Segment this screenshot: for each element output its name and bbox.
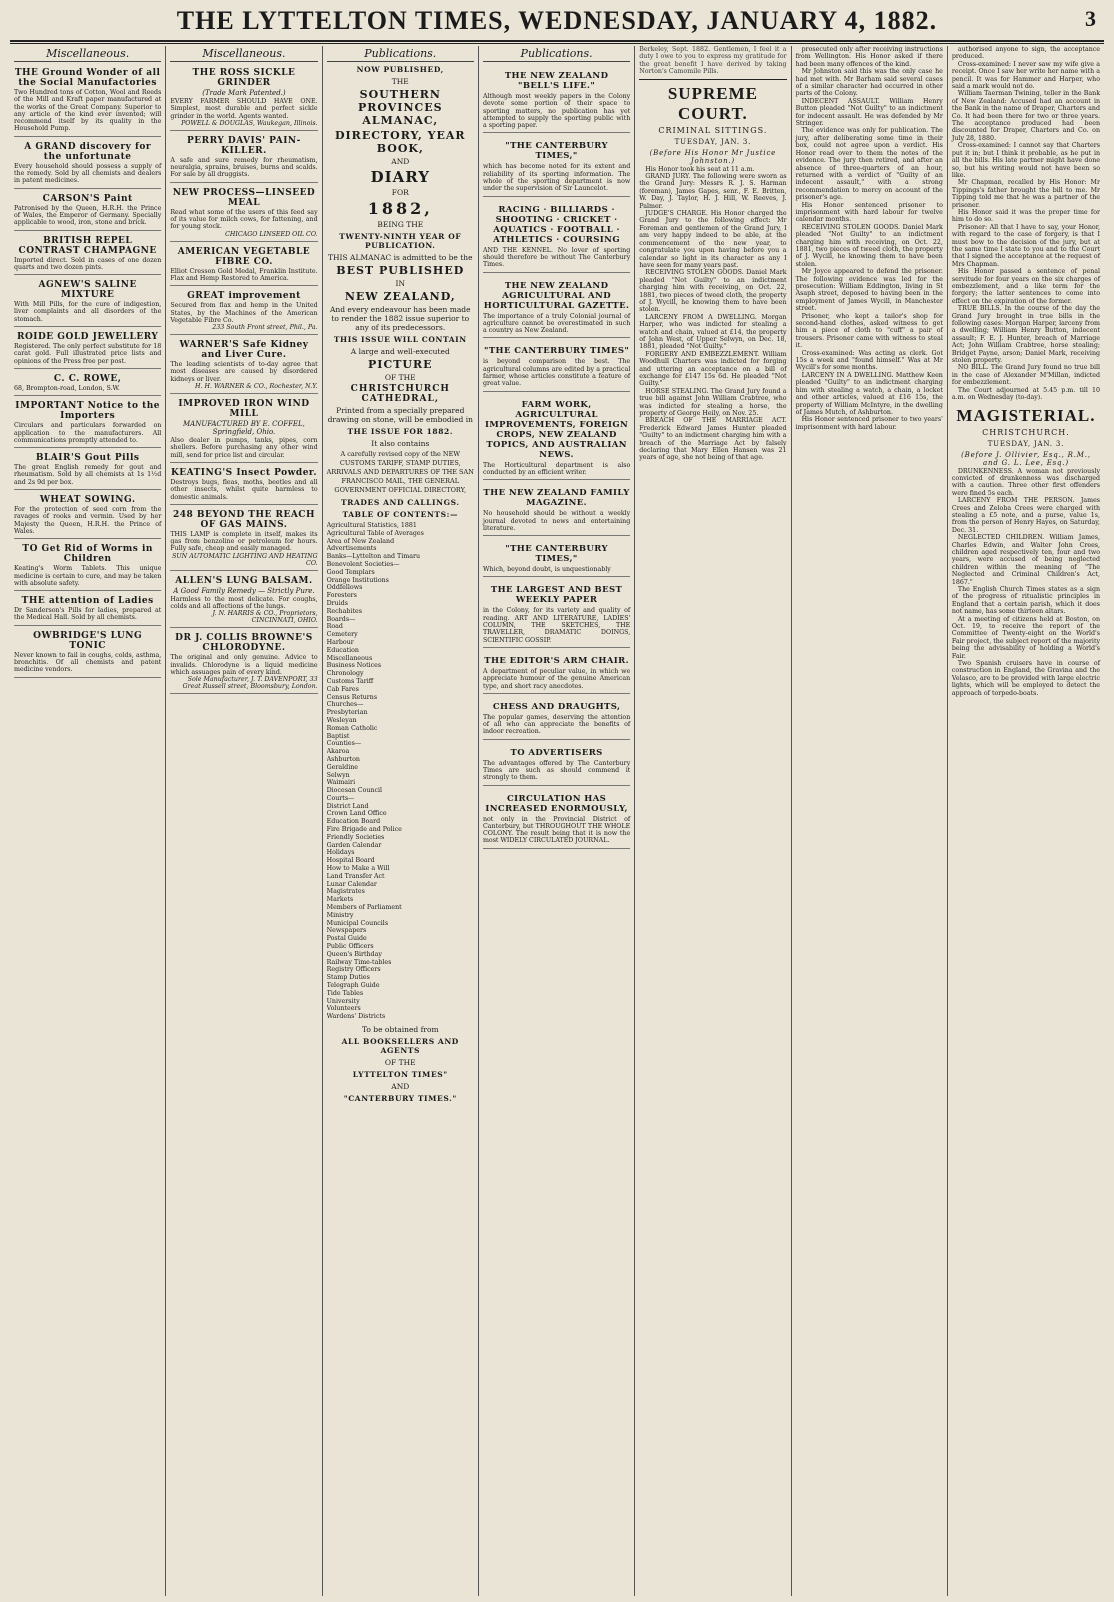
almanac-large: A large and well-executed [350, 347, 450, 356]
criminal-sittings: CRIMINAL SITTINGS. [658, 125, 768, 135]
advert-text: Elliot Cresson Gold Medal, Franklin Institute. Flax and Hemp Restored to America. [170, 267, 318, 282]
advert-text: Dr Sanderson's Pills for ladies, prepared at the Medical Hall. Sold by all chemists. [14, 607, 162, 622]
advert-text: A safe and sure remedy for rheumatism, neuralgia, sprains, bruises, burns and scalds. For sale by all druggists. [170, 156, 318, 179]
advertisement [14, 191, 161, 231]
toc-entry: Counties— [326, 740, 362, 748]
publication-text: The importance of a truly Colonial journal of agriculture cannot be overestimated in such a country as New Zealand. [482, 312, 631, 335]
report-paragraph: BREACH OF THE MARRIAGE ACT. Frederick Edward James Hunter pleaded "Guilty" to an indictment charging him with a breach of the Marriage Act by falsely declaring that Mary Ellen Hansen was 21 years of age, she not being of that age. [639, 417, 787, 462]
advertisement [14, 371, 161, 396]
toc-entry: Rechabites [326, 607, 362, 615]
publication-item [483, 482, 630, 536]
report-paragraph: His Honor said it was the proper time for him to do so. [951, 208, 1101, 224]
toc-entry: Advertisements [326, 545, 377, 553]
top-rule [10, 40, 1104, 42]
advert-text: Destroys bugs, fleas, moths, beetles and all other insects, whilst quite harmless to domestic animals. [170, 478, 318, 501]
advert-title: GREAT improvement [187, 291, 301, 302]
toc-entry: How to Make a Will [326, 865, 390, 873]
almanac-printed: Printed from a specially prepared drawing on stone, will be embodied in [327, 406, 473, 424]
toc-entry: Postal Guide [326, 935, 367, 943]
report-paragraph: NEGLECTED CHILDREN. William James, Charles Edwin, and Walter John Crees, children aged respectively ten, four and two years, were accused of being neglected children within the meaning of "The Neglected and Criminal Children's Act, 1867." [951, 534, 1101, 586]
advert-text: 68, Brompton-road, London, S.W. [14, 384, 120, 392]
publication-text: The Horticultural department is also conducted by an efficient writer. [482, 461, 631, 476]
columns [10, 46, 1104, 1596]
column-4-publications [479, 46, 635, 1596]
magisterial-date: TUESDAY, JAN. 3. [987, 439, 1065, 448]
toc-entry: Miscellaneous [326, 654, 373, 662]
advertisement [14, 628, 161, 678]
publication-item [483, 650, 630, 694]
toc-entry: Ministry [326, 911, 354, 919]
almanac-lyttelton-times: LYTTELTON TIMES" [352, 1070, 448, 1079]
advert-subtitle: (Trade Mark Patented.) [202, 89, 286, 97]
advert-text: Harmless to the most delicate. For coughs, colds and all affections of the lungs. [170, 595, 318, 611]
toc-entry: Good Templars [326, 568, 375, 576]
advert-title: NEW PROCESS—LINSEED MEAL [172, 187, 316, 208]
report-paragraph: The evidence was only for publication. The jury, after deliberating some time in their box, could not agree upon a verdict. His Honor read over to them the notes of the evidence. The jury then retired, and after an absence of three-quarters of an hour, returned with a verdict of "Guilty of an indecent assault," with a strong recommendation to mercy on account of the prisoner's age. [795, 127, 943, 202]
advert-subtitle: MANUFACTURED BY E. COFFEL, Springfield, Ohio. [183, 420, 305, 437]
court-report-continued [796, 46, 943, 431]
report-paragraph: JUDGE'S CHARGE. His Honor charged the Grand Jury to the following effect: Mr Foreman and gentlemen of the Grand Jury, I am very happy indeed to be able, at the commencement of the new year, to congratulate you upon having before you a calendar so light in its character as any I have seen for many years past. [639, 210, 787, 269]
almanac-admitted: THIS ALMANAC is admitted to be the [328, 253, 473, 262]
report-paragraph: Cross-examined: Was acting as clerk. Got 15s a week and "found himself." Was at Mr Wycill's for some months. [795, 349, 943, 372]
toc-entry: Churches— [326, 701, 364, 709]
toc-entry: Wardens' Districts [326, 1013, 386, 1021]
report-paragraph: LARCENY FROM THE PERSON. James Crees and Zeloba Crees were charged with stealing a £5 note, and a purse, value 1s, from the person of Henry Hayes, on Saturday, Dec. 31. [951, 497, 1101, 534]
advert-title: ROIDE GOLD JEWELLERY [16, 332, 159, 343]
report-paragraph: FORGERY AND EMBEZZLEMENT. William Woodhull Charters was indicted for forging and uttering an acceptance on a bill of exchange for £147 15s 6d. He pleaded "Not Guilty." [639, 350, 787, 388]
advert-signature: POWELL & DOUGLAS, Waukegan, Illinois. [181, 119, 318, 127]
publication-text: Although most weekly papers in the Colony devote some portion of their space to sporting matters, no publication has yet attempted to supply the sporting public with a sporting paper. [482, 93, 631, 130]
column-3-almanac [323, 46, 479, 1596]
advert-title: DR J. COLLIS BROWNE'S CHLORODYNE. [175, 633, 313, 654]
magisterial-report [952, 468, 1100, 698]
toc-entry: Presbyterian [326, 709, 368, 717]
advert-title: C. C. ROWE, [53, 373, 122, 384]
report-paragraph: Mr Chapman, recalled by His Honor: Mr Tippings's father brought the bill to me. Mr Tipping told me that he was a partner of the prisoner. [951, 179, 1101, 209]
almanac-issue-will: THIS ISSUE WILL CONTAIN [333, 335, 467, 344]
advert-signature: J. N. HARRIS & CO., Proprietors, CINCINNATI, OHIO. [212, 610, 318, 625]
advertisement [170, 465, 317, 505]
publication-title: RACING · BILLIARDS · SHOOTING · CRICKET · AQUATICS · FOOTBALL · ATHLETICS · COURSING [493, 204, 620, 245]
publication-title: THE LARGEST AND BEST WEEKLY PAPER [490, 585, 623, 606]
almanac-being: BEING THE [377, 220, 424, 229]
almanac-the: THE [391, 77, 409, 86]
toc-entry: Hospital Board [326, 857, 375, 865]
testimonial-text: Berkeley, Sept. 1882. Gentlemen, I feel it a duty I owe to you to express my gratitude for the great benefit I have derived by taking Norton's Camomile Pills. [639, 46, 787, 76]
toc-entry: Benevolent Societies— [326, 560, 400, 568]
column-7-magisterial [948, 46, 1104, 1596]
advert-title: THE attention of Ladies [21, 596, 154, 607]
advertisement [170, 65, 317, 131]
toc-entry: Akaroa [326, 748, 350, 756]
toc-entry: Druids [326, 599, 349, 607]
report-paragraph: LARCENY IN A DWELLING. Matthew Keen pleaded "Guilty" to an indictment charging him with stealing a watch, a chain, a locket and other articles, valued at £16 15s, the property of William McIntyre, in the dwelling of James Mutch, of Ashburton. [795, 371, 943, 416]
report-paragraph: DRUNKENNESS. A woman not previously convicted of drunkenness was discharged with a caution. Three other first offenders were fined 5s each. [951, 467, 1101, 497]
toc-entry: Tide Tables [326, 989, 364, 997]
table-of-contents [327, 522, 474, 1021]
report-paragraph: RECEIVING STOLEN GOODS. Daniel Mark pleaded "Not Guilty" to an indictment charging him with receiving, on Oct. 22, 1881, two pieces of tweed cloth, the property of J. Wycill, he knowing them to have been stolen. [795, 223, 943, 268]
toc-entry: Banks—Lyttelton and Timaru [326, 553, 421, 561]
publication-item [483, 538, 630, 577]
advertisement [14, 593, 161, 626]
advert-title: AGNEW'S SALINE MIXTURE [38, 280, 137, 301]
publication-title: "THE CANTERBURY TIMES," [505, 141, 608, 162]
advert-text: Read what some of the users of this feed say of its value for milch cows, for fattening, and for young stock. [170, 208, 318, 231]
publication-text: in the Colony, for its variety and quality of reading. ART AND LITERATURE, LADIES' COLUMN, THE SKETCHES, THE TRAVELLER, DRAMATIC DOINGS, SCIENTIFIC GOSSIP. [482, 607, 631, 644]
advert-title: WHEAT SOWING. [39, 495, 136, 506]
report-paragraph: Mr Johnston said this was the only case he had met with. Mr Barham said several cases of a similar character had occurred in other parts of the Colony. [795, 68, 943, 98]
advert-text: THIS LAMP is complete in itself, makes its gas from benzoline or petroleum for hours. Fully safe, cheap and easily managed. [170, 530, 318, 553]
advert-title: IMPORTANT Notice to the Importers [15, 401, 161, 422]
publication-title: TO ADVERTISERS [510, 747, 603, 758]
toc-entry: Area of New Zealand [326, 537, 395, 545]
almanac-picture: PICTURE [368, 358, 433, 371]
publication-title: "THE CANTERBURY TIMES" [483, 346, 630, 357]
toc-entry: University [326, 997, 360, 1005]
almanac-effort: And every endeavour has been made to render the 1882 issue superior to any of its predecessors. [330, 305, 471, 332]
supreme-court-heading: SUPREME COURT. [667, 83, 758, 123]
report-paragraph: GRAND JURY. The following were sworn as the Grand Jury: Messrs R. J. S. Harman (foreman), James Gapes, senr., F. E. Britten, W. Day, J. Taylor, H. J. Hill, W. Reeves, J. Palmer. [639, 173, 787, 210]
toc-entry: Stamp Duties [326, 974, 370, 982]
almanac-and-2: AND [391, 1082, 410, 1091]
publication-item [483, 788, 630, 849]
toc-entry: Selwyn [326, 771, 350, 779]
advertisement [170, 507, 317, 571]
report-paragraph: TRUE BILLS. In the course of the day the Grand Jury brought in true bills in the following cases: Morgan Harper, larceny from a dwelling; William Henry Button, indecent assault; F. E. J. Hunter, breach of Marriage Act; John William Crabtree, horse stealing; Bridget Payne, arson; Daniel Mark, receiving stolen property. [951, 305, 1101, 365]
advertisement [14, 450, 161, 490]
report-paragraph: Prisoner, who kept a tailor's shop for second-hand clothes, asked witness to get him a piece of cloth to "cuff" a pair of trousers. Prisoner came with witness to steal it. [795, 312, 943, 350]
section-header: Miscellaneous. [14, 46, 161, 62]
publication-text: which has become noted for its extent and reliability of its sporting information. The whole of the sporting department is now under the supervision of Sir Launcelot. [482, 163, 631, 193]
advert-text: Patronised by the Queen, H.R.H. the Prince of Wales, the Emperor of Germany. Specially applicable to wood, iron, stone and brick. [14, 204, 162, 227]
publication-title: FARM WORK, AGRICULTURAL IMPROVEMENTS, FOREIGN CROPS, NEW ZEALAND TOPICS, AND AUSTRALIAN NEWS. [484, 399, 629, 460]
toc-entry: Business Notices [326, 662, 382, 670]
toc-entry: Waimairi [326, 779, 356, 787]
advert-text: Circulars and particulars forwarded on application to the manufacturers. All communications promptly attended to. [14, 422, 162, 444]
masthead [0, 4, 1114, 40]
almanac-contains: It also contains [371, 439, 430, 448]
advert-signature: Sole Manufacturer, J. T. DAVENPORT, 33 Great Russell street, Bloomsbury, London. [182, 676, 318, 691]
toc-entry: Road [326, 623, 343, 631]
section-header: Publications. [483, 46, 630, 62]
advertisement [170, 244, 317, 287]
toc-entry: Orange Institutions [326, 576, 389, 584]
advert-list [170, 65, 317, 694]
column-2-miscellaneous [166, 46, 322, 1596]
report-paragraph: Two Spanish cruisers have in course of construction in England, the Gravina and the Velasco, are to be provided with large electric lights, which will be employed to detect the approach of torpedo-boats. [951, 660, 1101, 697]
almanac-canterbury-times: "CANTERBURY TIMES." [343, 1094, 457, 1103]
toc-entry: Newspapers [326, 927, 367, 935]
advertisement [170, 630, 317, 694]
publication-text: Which, beyond doubt, is unquestionably [482, 566, 611, 574]
advert-text: Imported direct. Sold in cases of one dozen quarts and two dozen pints. [14, 256, 162, 271]
advert-title: BLAIR'S Gout Pills [35, 453, 140, 464]
report-paragraph: authorised anyone to sign, the acceptance produced. [951, 46, 1101, 61]
advert-text: Keating's Worm Tablets. This unique medicine is certain to cure, and may be taken with absolute safety. [14, 565, 162, 587]
publication-item [483, 579, 630, 647]
advertisement [170, 573, 317, 629]
toc-entry: Chronology [326, 670, 364, 678]
advertisement [170, 288, 317, 335]
almanac-year: 1882, [367, 199, 433, 218]
report-paragraph: At a meeting of citizens held at Boston, on Oct. 19, to receive the report of the Committee of Twenty-eight on the World's Fair project, the subject report of the majority being the advisability of holding a World's Fair. [951, 615, 1101, 660]
toc-entry: Agricultural Table of Averages [326, 529, 424, 537]
toc-entry: Crown Land Office [326, 810, 387, 818]
toc-entry: Wesleyan [326, 716, 357, 724]
toc-entry: Ashburton [326, 755, 360, 763]
toc-entry: Cab Fares [326, 685, 359, 693]
almanac-name: SOUTHERN PROVINCES ALMANAC, [357, 88, 443, 127]
almanac-now-published: NOW PUBLISHED, [356, 65, 444, 74]
almanac-toc-head: TABLE OF CONTENTS:— [342, 510, 459, 519]
toc-entry: Oddfellows [326, 584, 363, 592]
report-paragraph: Prisoner: All that I have to say, your Honor, with regard to the case of forgery, is that I must bow to the decision of the jury, but at the same time I state to you and to the Court that I signed the acceptance at the request of Mrs Chapman. [951, 223, 1101, 268]
advertisement [170, 337, 317, 394]
advert-title: THE ROSS SICKLE GRINDER [192, 68, 296, 88]
report-paragraph: His Honor sentenced prisoner to imprisonment with hard labour for twelve calendar months. [795, 201, 943, 224]
publication-item [483, 340, 630, 391]
advert-title: AMERICAN VEGETABLE FIBRE CO. [177, 246, 311, 267]
toc-entry: Municipal Councils [326, 919, 389, 927]
advert-title: OWBRIDGE'S LUNG TONIC [33, 630, 143, 651]
toc-entry: Volunteers [326, 1005, 361, 1013]
toc-entry: Friendly Societies [326, 833, 385, 841]
advert-title: TO Get Rid of Worms in Children [22, 544, 153, 565]
advert-text: The great English remedy for gout and rheumatism. Sold by all chemists at 1s 1½d and 2s 9d per box. [14, 464, 162, 486]
top-rule-thin [10, 43, 1104, 44]
advertisement [14, 65, 161, 137]
almanac-of-the: OF THE [384, 373, 416, 382]
toc-entry: Harbour [326, 638, 354, 646]
report-paragraph: His Honor took his seat at 11 a.m. [645, 165, 755, 173]
advert-text: With Mill Pills, for the cure of indigestion, liver complaints and all disorders of the stomach. [14, 301, 162, 323]
toc-entry: Lunar Calendar [326, 880, 377, 888]
section-header: Publications. [327, 46, 474, 62]
divider [639, 79, 786, 80]
toc-entry: Agricultural Statistics, 1881 [326, 522, 417, 529]
newspaper-title: THE LYTTELTON TIMES, WEDNESDAY, JANUARY 4, 1882. [176, 6, 938, 35]
toc-entry: District Land [326, 802, 369, 810]
advertisement [14, 329, 161, 369]
advertisement [14, 139, 161, 189]
advertisement [14, 233, 161, 276]
advert-title: CARSON'S Paint [42, 193, 133, 204]
publication-title: THE EDITOR'S ARM CHAIR. [484, 655, 629, 666]
advert-signature: SUN AUTOMATIC LIGHTING AND HEATING CO. [172, 552, 318, 567]
almanac-for: FOR [391, 188, 409, 197]
almanac-sellers: ALL BOOKSELLERS AND AGENTS [341, 1037, 459, 1055]
publication-item [483, 394, 630, 481]
report-paragraph: The English Church Times states as a sign of the progress of ritualistic principles in England that a certain parish, which it does not name, has some thirteen altars. [951, 586, 1101, 616]
almanac-directory: DIRECTORY, YEAR BOOK, [335, 129, 466, 155]
report-paragraph: Mr Joyce appeared to defend the prisoner. The following evidence was led for the prosecution: William Eddington, living in St Asaph street, deposed to having been in the employment of James Wycill, in Manchester street. [795, 268, 943, 313]
report-paragraph: The Court adjourned at 5.45 p.m. till 10 a.m. on Wednesday (to-day). [951, 386, 1101, 402]
almanac-nz: NEW ZEALAND, [344, 290, 456, 303]
toc-entry: Land Transfer Act [326, 872, 385, 880]
almanac-obtained: To be obtained from [361, 1025, 439, 1034]
toc-entry: Garden Calendar [326, 841, 382, 849]
publication-title: CHESS AND DRAUGHTS, [492, 701, 621, 712]
report-paragraph: William Taerman Twining, teller in the Bank of New Zealand: Accused had an account in the Bank in the name of Draper, Charters and Co. It had been there for two or three years. The acceptance produced had been discounted for Draper, Charters and Co. on July 28, 1880. [951, 90, 1101, 142]
almanac-cathedral: CHRISTCHURCH CATHEDRAL, [350, 384, 450, 404]
toc-entry: Baptist [326, 732, 350, 740]
advert-subtitle: A Good Family Remedy — Strictly Pure. [173, 586, 315, 595]
publication-item [483, 65, 630, 133]
toc-entry: Roman Catholic [326, 724, 378, 732]
magisterial-heading: MAGISTERIAL. [956, 405, 1096, 425]
advert-title: IMPROVED IRON WIND MILL [178, 399, 310, 420]
report-paragraph: LARCENY FROM A DWELLING. Morgan Harper, who was indicted for stealing a watch and chain, valued at £14, the property of John West, of Upper Selwyn, on Dec. 18, 1881, pleaded "Not Guilty." [639, 313, 787, 351]
advertisement [14, 541, 161, 591]
report-paragraph: HORSE STEALING. The Grand Jury found a true bill against John William Crabtree, who was indicted for stealing a horse, the property of George Heily, on Nov. 25. [639, 387, 787, 418]
almanac-and: AND [391, 157, 410, 166]
toc-entry: Queen's Birthday [326, 950, 382, 958]
publication-item [483, 135, 630, 196]
court-report [639, 166, 786, 462]
section-header: Miscellaneous. [170, 46, 317, 62]
publication-title: CIRCULATION HAS INCREASED ENORMOUSLY, [485, 793, 628, 814]
publication-item [483, 199, 630, 273]
toc-entry: Customs Tariff [326, 677, 374, 685]
publication-text: The advantages offered by The Canterbury Times are such as should commend it strongly to them. [482, 759, 631, 782]
toc-entry: Railway Time-tables [326, 958, 392, 966]
advertisement [170, 133, 317, 183]
advert-title: 248 BEYOND THE REACH OF GAS MAINS. [172, 509, 315, 530]
toc-entry: Courts— [326, 794, 355, 802]
court-date: TUESDAY, JAN. 3. [674, 137, 752, 146]
column-5-supreme-court [635, 46, 791, 1596]
toc-entry: Registry Officers [326, 966, 381, 974]
publication-title: THE NEW ZEALAND AGRICULTURAL AND HORTICULTURAL GAZETTE. [483, 280, 630, 311]
publication-text: No household should be without a weekly journal devoted to news and entertaining literature. [482, 510, 631, 532]
almanac-edition: TWENTY-NINTH YEAR OF PUBLICATION. [339, 232, 462, 250]
toc-entry: Magistrates [326, 888, 365, 896]
almanac-of-the-2: OF THE [384, 1058, 416, 1067]
publication-text: AND THE KENNEL. No lover of sporting should therefore be without The Canterbury Times. [482, 246, 631, 269]
magisterial-place: CHRISTCHURCH. [982, 427, 1070, 437]
advert-title: KEATING'S Insect Powder. [170, 467, 317, 478]
toc-entry: Boards— [326, 615, 356, 623]
advert-title: A GRAND discovery for the unfortunate [24, 141, 152, 162]
publication-text: is beyond comparison the best. The agricultural columns are edited by a practical farmer, whose articles constitute a feature of great value. [482, 358, 631, 388]
toc-entry: Education [326, 646, 359, 654]
advert-title: THE Ground Wonder of all the Social Manufactories [14, 68, 161, 88]
toc-entry: Census Returns [326, 693, 378, 701]
publication-item [483, 696, 630, 740]
almanac-the-issue: THE ISSUE FOR 1882. [347, 427, 454, 436]
advertisement [14, 398, 161, 448]
publication-text: not only in the Provincial District of Canterbury, but THROUGHOUT THE WHOLE COLONY. The result being that it is now the most WIDELY CIRCULATED JOURNAL. [482, 815, 631, 845]
advert-signature: 233 South Front street, Phil., Pa. [212, 324, 318, 332]
report-paragraph: Cross-examined: I cannot say that Charters put it in; but I think it probable, as he put in all the bills. His late partner might have done so, but his writing would not have been so like. [951, 142, 1101, 179]
court-before: (Before His Honor Mr Justice Johnston.) [649, 148, 777, 165]
advert-text: The original and only genuine. Advice to invalids. Chlorodyne is a liquid medicine which assuages pain of every kind. [170, 654, 318, 676]
court-report-end [952, 46, 1100, 402]
report-paragraph: prosecuted only after receiving instructions from Wellington. His Honor asked if there had been many offences of the kind. [795, 46, 943, 68]
report-paragraph: RECEIVING STOLEN GOODS. Daniel Mark pleaded "Not Guilty" to an indictment charging him with receiving, on Oct. 22, 1881, two pieces of tweed cloth, the property of J. Wycill, he knowing them to have been stolen. [639, 269, 787, 314]
advert-title: WARNER'S Safe Kidney and Liver Cure. [179, 340, 309, 361]
publication-title: "THE CANTERBURY TIMES," [505, 544, 608, 565]
advert-text: The leading scientists of to-day agree that most diseases are caused by disordered kidneys or liver. [170, 361, 318, 383]
almanac-best: BEST PUBLISHED [336, 264, 465, 277]
toc-entry: Holidays [326, 849, 355, 857]
toc-entry: Foresters [326, 592, 357, 600]
advert-text: Every household should possess a supply of the remedy. Sold by all chemists and dealers in patent medicines. [14, 162, 162, 185]
publication-text: The popular games, deserving the attention of all who can appreciate the benefits of indoor recreation. [482, 713, 631, 736]
report-paragraph: NO BILL. The Grand Jury found no true bill in the case of Alexander M'Millan, indicted for embezzlement. [951, 364, 1101, 387]
almanac-diary: DIARY [370, 168, 430, 186]
report-paragraph: His Honor sentenced prisoner to two years' imprisonment with hard labour. [795, 416, 943, 431]
page-number: 3 [1085, 6, 1096, 31]
publication-title: THE NEW ZEALAND "BELL'S LIFE." [504, 71, 609, 91]
toc-entry: Diocesan Council [326, 787, 383, 795]
column-1-miscellaneous [10, 46, 166, 1596]
advert-text: Never known to fail in coughs, colds, asthma, bronchitis. Of all chemists and patent medicine vendors. [14, 651, 162, 674]
advert-title: ALLEN'S LUNG BALSAM. [175, 575, 313, 586]
advert-list [14, 65, 161, 678]
report-paragraph: His Honor passed a sentence of penal servitude for four years on the six charges of embezzlement, and a like term for the forgery; the latter sentences to come into effect on the expiration of the former. [951, 268, 1101, 305]
advert-title: PERRY DAVIS' PAIN-KILLER. [187, 135, 301, 156]
advert-signature: H. H. WARNER & CO., Rochester, N.Y. [195, 383, 318, 391]
almanac-trades: TRADES AND CALLINGS. [341, 498, 460, 507]
toc-entry: Education Board [326, 818, 381, 826]
advert-text: Registered. The only perfect substitute for 18 carat gold. Full illustrated price lists and opinions of the Press free per post. [14, 343, 162, 365]
advert-text: Also dealer in pumps, tanks, pipes, corn shellers. Before purchasing any other wind mill, send for price list and circular. [170, 437, 318, 459]
advert-text: Two Hundred tons of Cotton, Wool and Reeds of the Mill and Kraft paper manufactured at the works of the Great Company. Superior to any article of the kind ever invented; will recommend itself by its quality in the Household Pump. [14, 89, 162, 133]
report-paragraph: INDECENT ASSAULT. William Henry Button pleaded "Not Guilty" to an indictment for indecent assault. He was defended by Mr Stringer. [795, 97, 943, 128]
publication-item [483, 742, 630, 786]
advertisement [14, 492, 161, 539]
advert-text: For the protection of seed corn from the ravages of rooks and vermin. Used by her Majesty the Queen, H.R.H. the Prince of Wales. [14, 506, 162, 535]
advert-text: EVERY FARMER SHOULD HAVE ONE. Simplest, most durable and perfect sickle grinder in the world. Agents wanted. [170, 98, 318, 120]
report-paragraph: Cross-examined: I never saw my wife give a receipt. Once I saw her write her name with a pencil. It was for Hammer and Harper, who said a mark would not do. [951, 60, 1101, 91]
advert-signature: CHICAGO LINSEED OIL CO. [225, 230, 318, 238]
publication-item [483, 275, 630, 339]
toc-entry: Cemetery [326, 631, 358, 639]
toc-entry: Members of Parliament [326, 904, 402, 912]
advertisement [170, 396, 317, 463]
toc-entry: Telegraph Guide [326, 982, 380, 990]
publication-list [483, 65, 630, 849]
almanac-calendar: A carefully revised copy of the NEW CUSTOMS TARIFF, STAMP DUTIES, ARRIVALS AND DEPARTURES OF THE SAN FRANCISCO MAIL, THE GENERAL GOVERNMENT OFFICIAL DIRECTORY, [326, 450, 474, 494]
magisterial-before: (Before J. Ollivier, Esq., R.M., and G. L. Lee, Esq.) [961, 450, 1091, 467]
toc-entry: Public Officers [326, 943, 374, 951]
advertisement [170, 185, 317, 242]
advertisement [14, 277, 161, 327]
toc-entry: Geraldine [326, 763, 358, 771]
publication-title: THE NEW ZEALAND FAMILY MAGAZINE. [483, 488, 630, 509]
advert-title: BRITISH REPEL CONTRAST CHAMPAGNE [18, 235, 157, 256]
toc-entry: Fire Brigade and Police [326, 826, 402, 834]
publication-text: A department of peculiar value, in which we appreciate humour of the genuine American type, and short racy anecdotes. [482, 667, 631, 690]
column-6-court-continued [792, 46, 948, 1596]
toc-entry: Markets [326, 896, 354, 904]
advert-text: Secured from flax and hemp in the United States, by the Machines of the American Vegetable Fibre Co. [170, 302, 318, 324]
almanac-in: IN [395, 279, 406, 288]
